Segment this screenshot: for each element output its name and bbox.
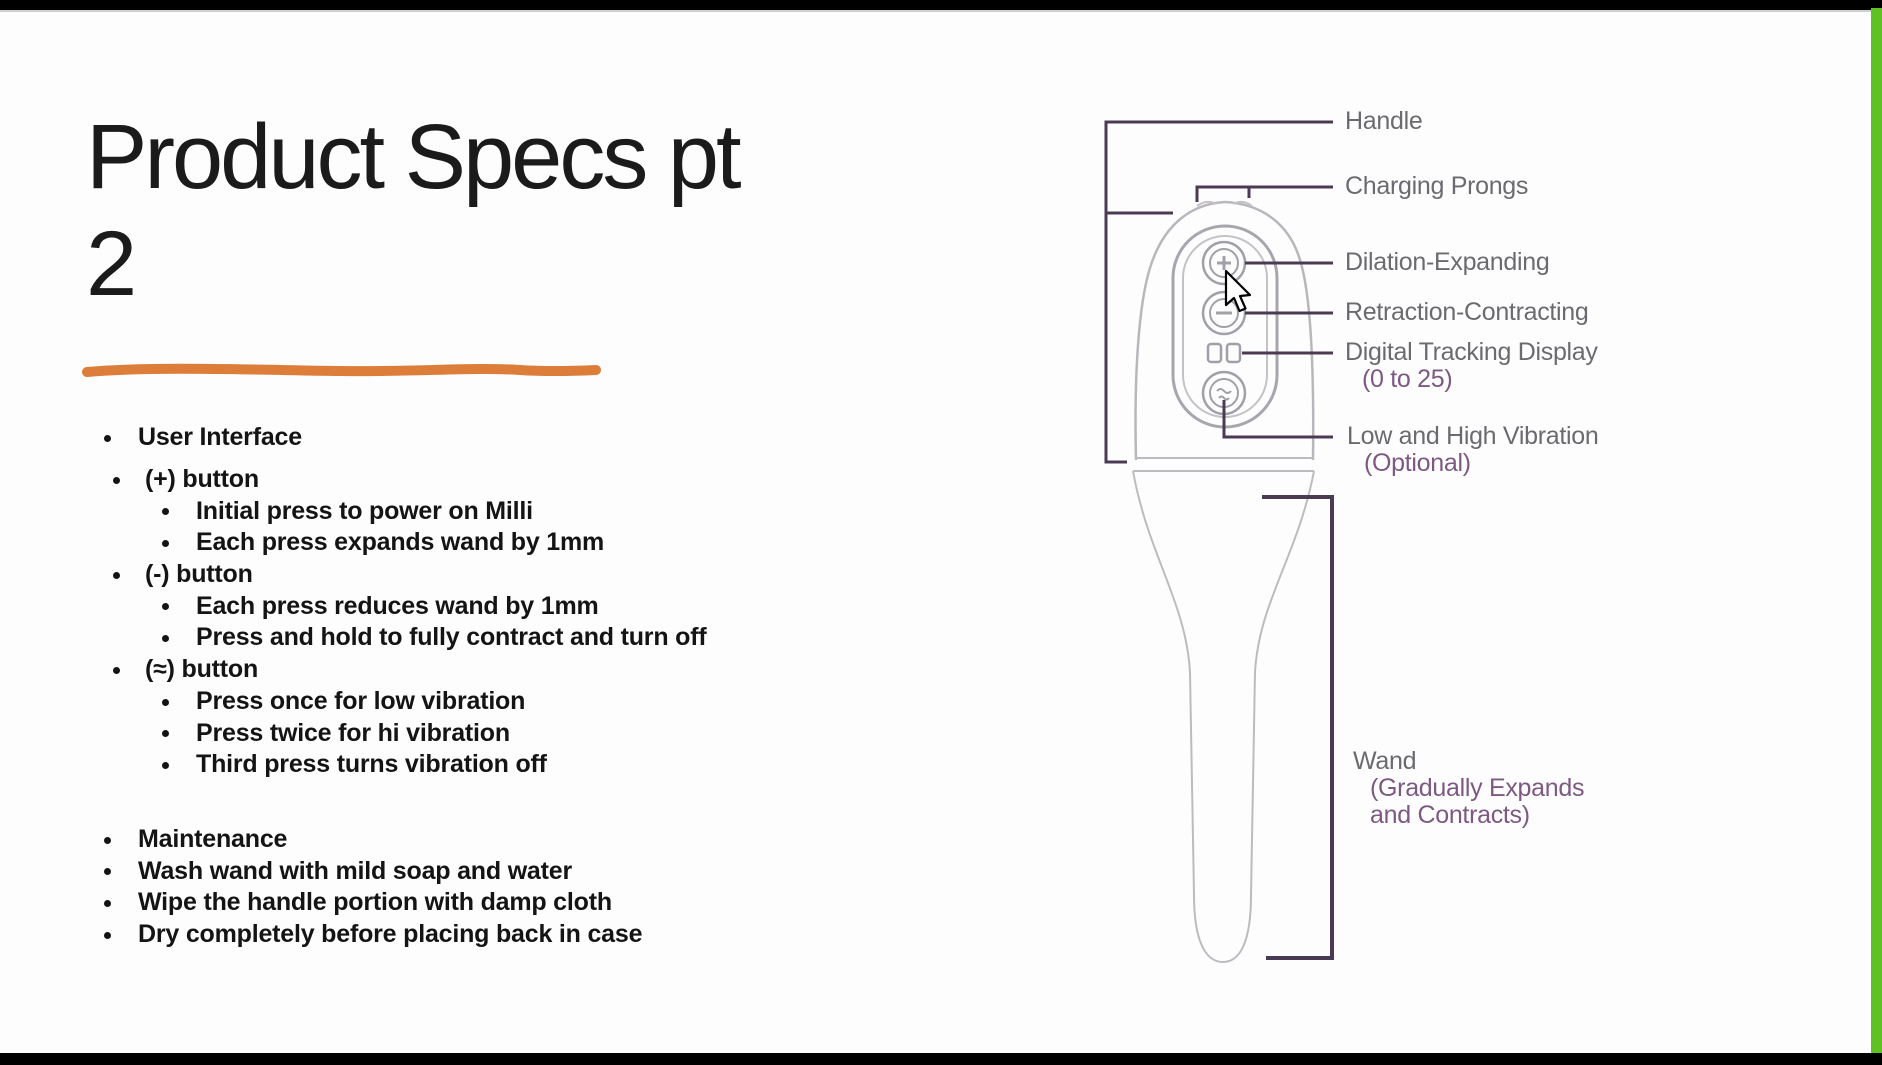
label-dilation: Dilation-Expanding: [1345, 248, 1550, 276]
label-vibration: Low and High Vibration: [1347, 422, 1599, 450]
wand-callout-bracket: [1262, 497, 1332, 958]
bottom-letterbox-bar: [0, 1053, 1882, 1065]
list-item-text: (-) button: [145, 560, 253, 589]
title-line-1: Product Specs pt: [86, 106, 739, 208]
label-wand-note-2: and Contracts): [1370, 801, 1530, 829]
list-item-text: (≈) button: [145, 655, 259, 684]
list-item-text: Press twice for hi vibration: [196, 718, 510, 747]
list-item-text: Initial press to power on Milli: [196, 496, 533, 525]
device-neck-lines: [1133, 458, 1314, 471]
screen-edge-stripe: [1871, 8, 1882, 1054]
charging-prongs-callout-line: [1197, 187, 1333, 202]
list-item-text: Wash wand with mild soap and water: [138, 856, 572, 885]
label-wand-note-1: (Gradually Expands: [1370, 774, 1585, 802]
top-letterbox-bar: [0, 0, 1882, 10]
label-handle: Handle: [1345, 107, 1423, 135]
device-wand-outline: [1133, 471, 1314, 962]
list-item-text: Maintenance: [138, 824, 288, 853]
label-charging-prongs: Charging Prongs: [1345, 172, 1529, 200]
label-digital-display-range: (0 to 25): [1362, 365, 1453, 393]
top-bar-shadow: [0, 10, 1871, 12]
plus-button-icon: [1203, 242, 1245, 284]
list-item-text: Dry completely before placing back in case: [138, 919, 643, 948]
list-item-text: (+) button: [145, 465, 259, 494]
label-vibration-note: (Optional): [1364, 449, 1471, 477]
list-item-text: User Interface: [138, 423, 302, 452]
label-wand: Wand: [1353, 747, 1417, 775]
list-item-text: Each press expands wand by 1mm: [196, 528, 605, 557]
list-item-text: Wipe the handle portion with damp cloth: [138, 888, 612, 917]
list-item-text: Each press reduces wand by 1mm: [196, 591, 599, 620]
title-underline: [87, 369, 596, 372]
title-line-2: 2: [86, 213, 135, 315]
display-icon: [1208, 344, 1240, 362]
list-item-text: Press once for low vibration: [196, 686, 526, 715]
list-item-text: Press and hold to fully contract and turn off: [196, 623, 707, 652]
label-digital-display: Digital Tracking Display: [1345, 338, 1598, 366]
label-retraction: Retraction-Contracting: [1345, 298, 1589, 326]
list-item-text: Third press turns vibration off: [196, 750, 547, 779]
